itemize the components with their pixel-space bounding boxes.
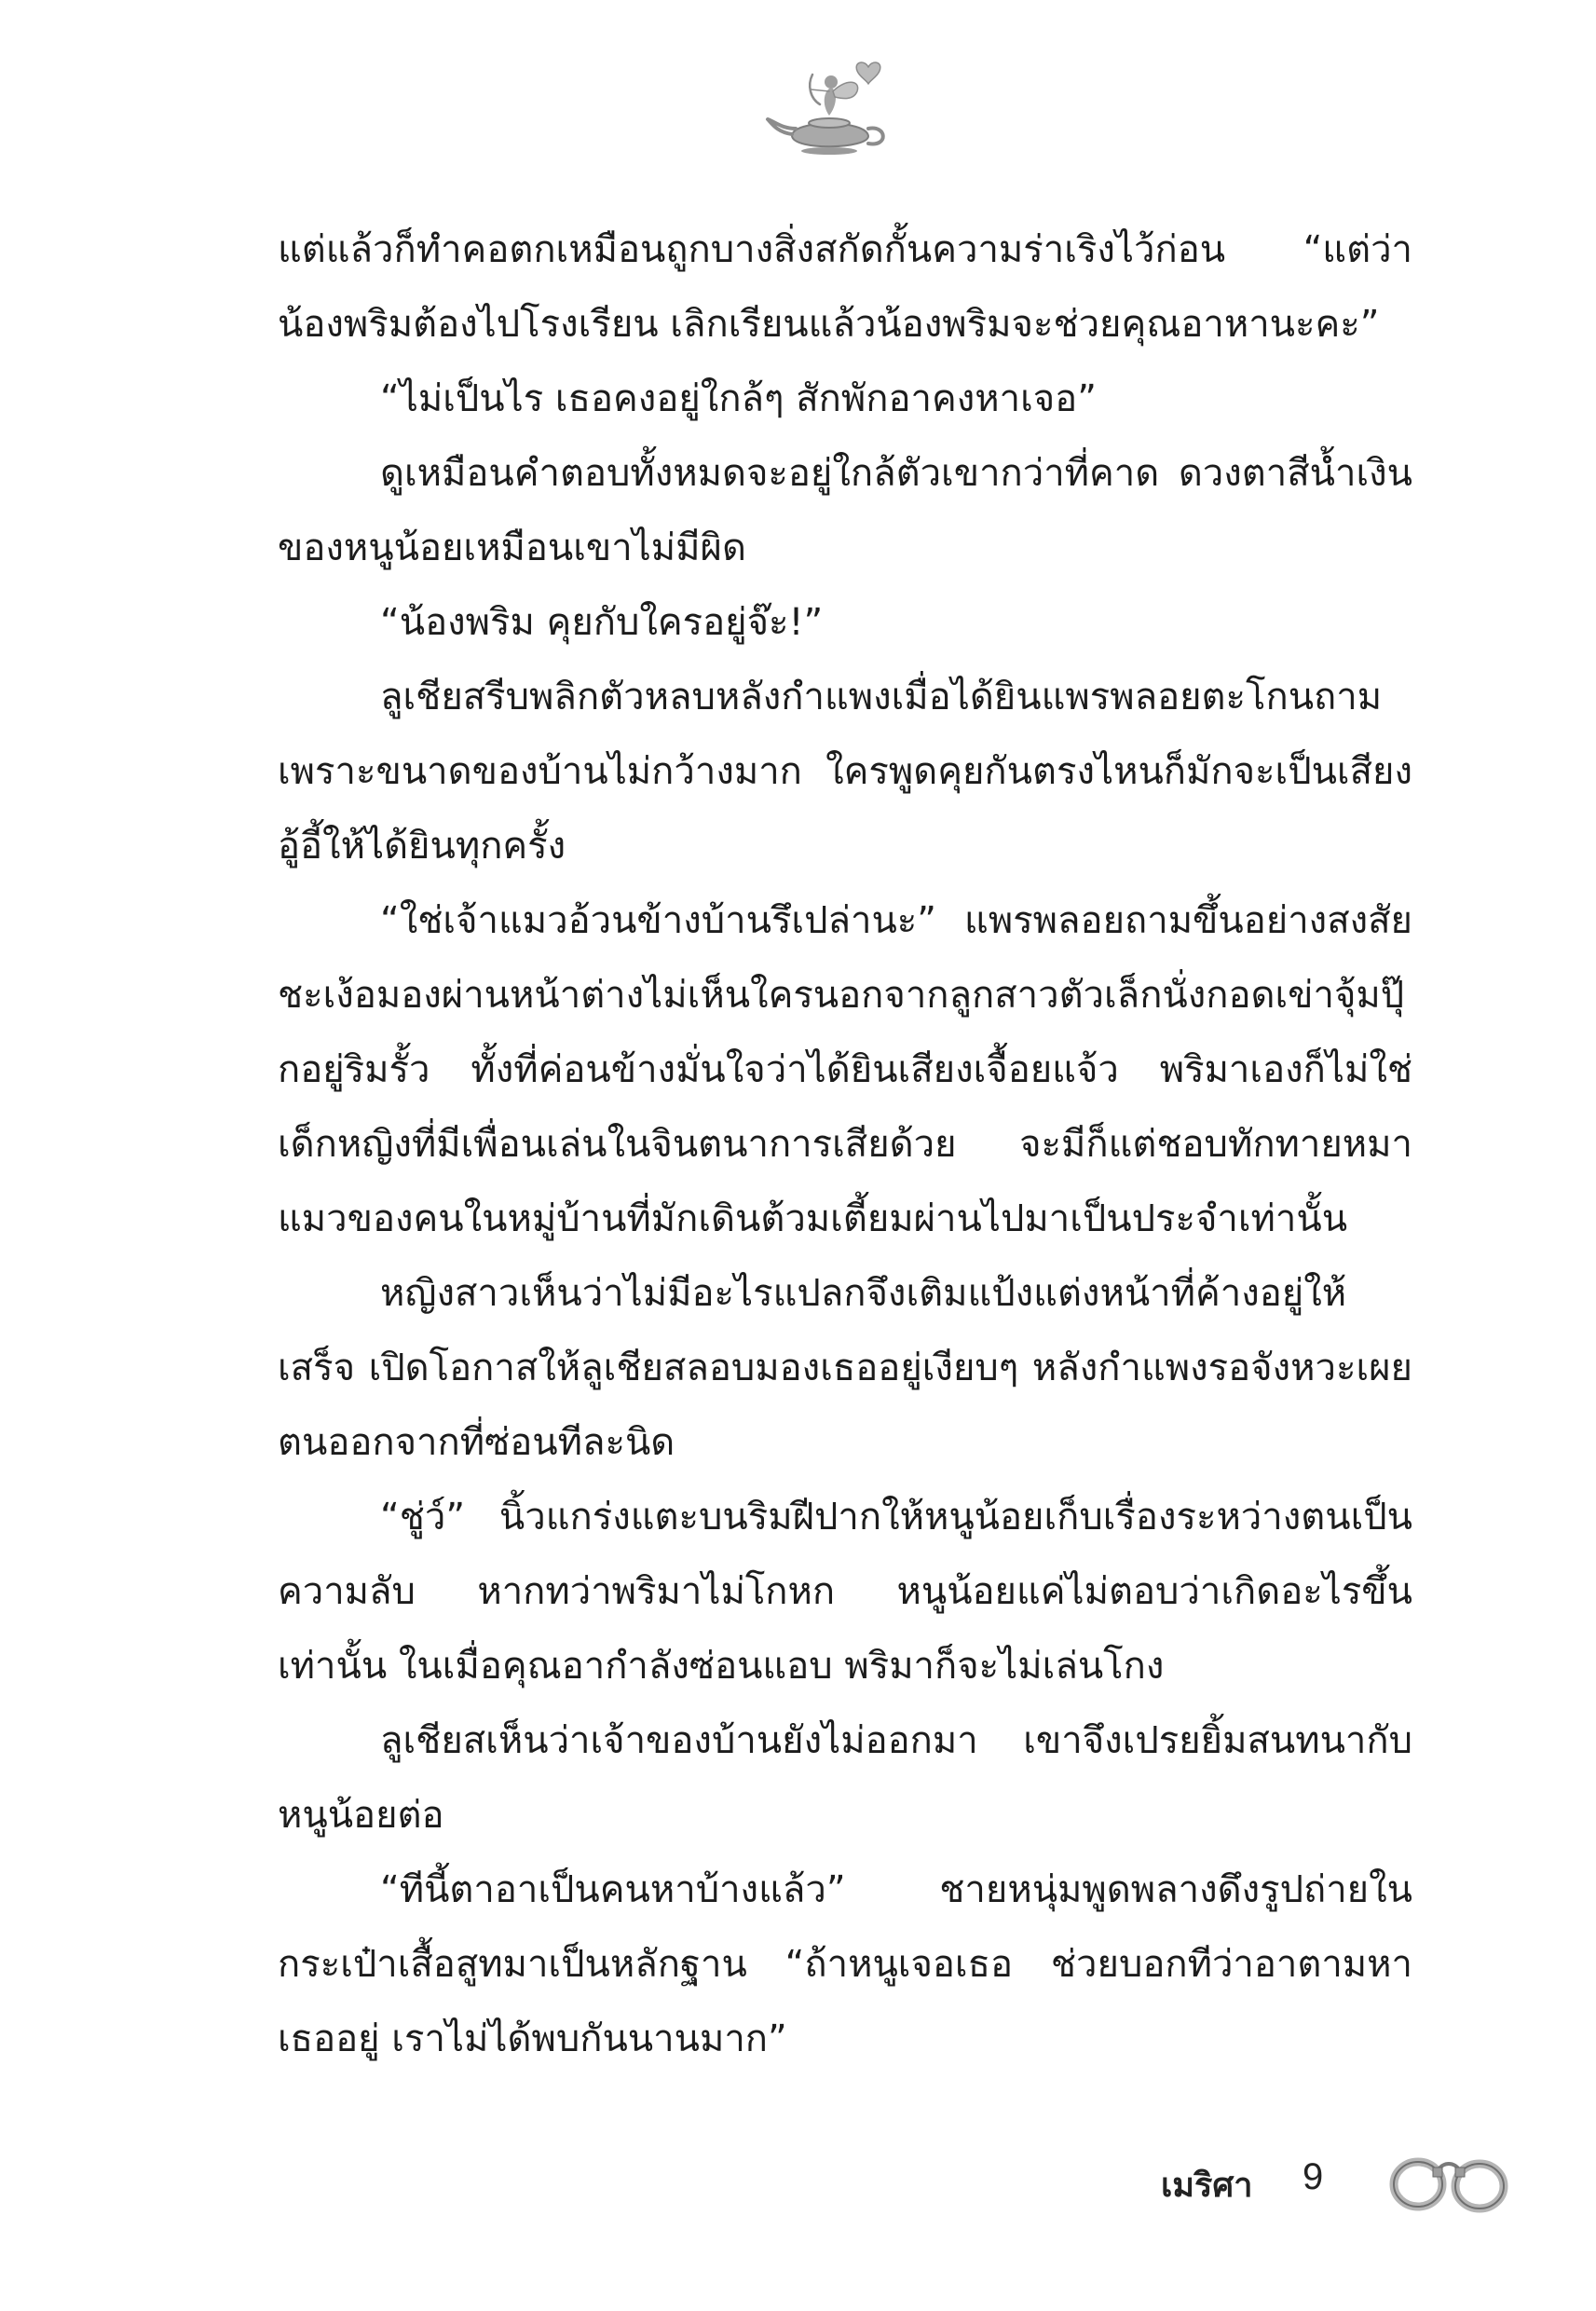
paragraph-4: “น้องพริม คุยกับใครอยู่จ๊ะ!” [380, 601, 824, 644]
page-number: 9 [1303, 2156, 1324, 2197]
paragraph-6: “ใช่เจ้าแมวอ้วนข้างบ้านรึเปล่านะ” แพรพลอยถามขึ้นอย่างสงสัย ชะเง้อมองผ่านหน้าต่างไม่เห็นใครนอกจากลูกสาวตัวเล็กนั่งกอดเข่าจุ้มปุ๊กอยู่ริมรั้ว ทั้งที่ค่อนข้างมั่นใจว่าได้ยินเสียงเจื้อยแจ้ว พริมาเองก็ไม่ใช่เด็กหญิงที่มีเพื่อนเล่นในจินตนาการเสียด้วย จะมีก็แต่ชอบทักทายหมาแมวของคนในหมู่บ้านที่มักเดินต้วมเตี้ยมผ่านไปมาเป็นประจำเท่านั้น [278, 899, 1412, 1240]
cupid-on-teapot-ornament-icon [764, 54, 904, 166]
handcuffs-icon [1379, 2143, 1519, 2218]
paragraph-9: ลูเชียสเห็นว่าเจ้าของบ้านยังไม่ออกมา เขาจึงเปรยยิ้มสนทนากับหนูน้อยต่อ [278, 1719, 1412, 1837]
paragraph-8: “ชู่ว์” นิ้วแกร่งแตะบนริมฝีปากให้หนูน้อยเก็บเรื่องระหว่างตนเป็นความลับ หากทว่าพริมาไม่โกหก หนูน้อยแค่ไม่ตอบว่าเกิดอะไรขึ้นเท่านั้น ในเมื่อคุณอากำลังซ่อนแอบ พริมาก็จะไม่เล่นโกง [278, 1496, 1412, 1688]
paragraph-7: หญิงสาวเห็นว่าไม่มีอะไรแปลกจึงเติมแป้งแต่งหน้าที่ค้างอยู่ให้เสร็จ เปิดโอกาสให้ลูเชียสลอบมองเธออยู่เงียบๆ หลังกำแพงรอจังหวะเผยตนออกจากที่ซ่อนทีละนิด [278, 1272, 1412, 1464]
paragraph-3: ดูเหมือนคำตอบทั้งหมดจะอยู่ใกล้ตัวเขากว่าที่คาด ดวงตาสีน้ำเงินของหนูน้อยเหมือนเขาไม่มีผิด [278, 452, 1412, 569]
paragraph-1: แต่แล้วก็ทำคอตกเหมือนถูกบางสิ่งสกัดกั้นความร่าเริงไว้ก่อน “แต่ว่าน้องพริมต้องไปโรงเรียน เลิกเรียนแล้วน้องพริมจะช่วยคุณอาหานะคะ” [278, 228, 1412, 346]
paragraph-10: “ทีนี้ตาอาเป็นคนหาบ้างแล้ว” ชายหนุ่มพูดพลางดึงรูปถ่ายในกระเป๋าเสื้อสูทมาเป็นหลักฐาน “ถ้าหนูเจอเธอ ช่วยบอกทีว่าอาตามหาเธออยู่ เราไม่ได้พบกันนานมาก” [278, 1868, 1412, 2060]
chapter-body-text [278, 212, 1412, 2076]
running-title: เมริศา [1161, 2167, 1253, 2205]
paragraph-5: ลูเชียสรีบพลิกตัวหลบหลังกำแพงเมื่อได้ยินแพรพลอยตะโกนถาม เพราะขนาดของบ้านไม่กว้างมาก ใครพูดคุยกันตรงไหนก็มักจะเป็นเสียงอู้อี้ให้ได้ยินทุกครั้ง [278, 676, 1412, 868]
page-footer [1155, 2143, 1547, 2218]
paragraph-2: “ไม่เป็นไร เธอคงอยู่ใกล้ๆ สักพักอาคงหาเจอ” [380, 377, 1097, 420]
